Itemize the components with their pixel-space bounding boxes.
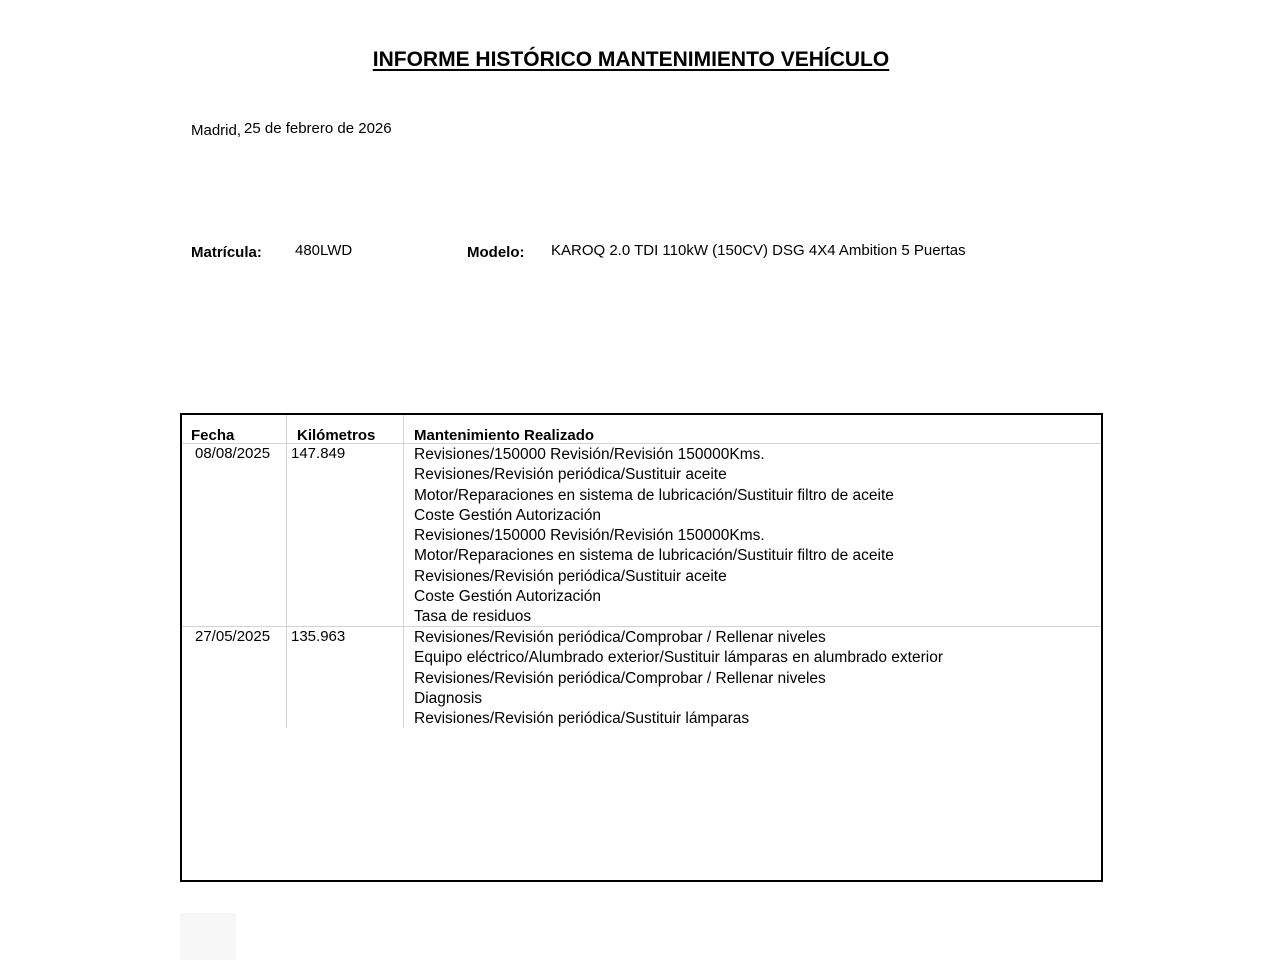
column-divider <box>286 415 287 728</box>
maintenance-item: Revisiones/Revisión periódica/Sustituir lámparas <box>414 710 750 728</box>
maintenance-item: Motor/Reparaciones en sistema de lubricación/Sustituir filtro de aceite <box>414 547 894 565</box>
blank-placeholder-box <box>180 913 236 960</box>
maintenance-item: Revisiones/Revisión periódica/Comprobar / Rellenar niveles <box>414 629 826 646</box>
report-date: 25 de febrero de 2026 <box>244 120 392 137</box>
maintenance-item: Tasa de residuos <box>414 608 532 626</box>
row-maintenance-list <box>414 445 894 628</box>
plate-value: 480LWD <box>295 242 353 259</box>
row-date: 08/08/2025 <box>195 445 271 462</box>
maintenance-item: Revisiones/150000 Revisión/Revisión 150000Kms. <box>414 446 765 463</box>
plate-label: Matrícula: <box>191 244 262 261</box>
maintenance-item: Revisiones/Revisión periódica/Comprobar / Rellenar niveles <box>414 669 826 687</box>
row-maintenance-list <box>414 628 943 729</box>
maintenance-item: Equipo eléctrico/Alumbrado exterior/Sustituir lámparas en alumbrado exterior <box>414 649 943 667</box>
header-kilometros: Kilómetros <box>297 427 376 444</box>
maintenance-item: Revisiones/Revisión periódica/Sustituir aceite <box>414 567 727 585</box>
header-mantenimiento: Mantenimiento Realizado <box>414 427 595 444</box>
report-title: INFORME HISTÓRICO MANTENIMIENTO VEHÍCULO <box>372 48 890 71</box>
row-km: 147.849 <box>291 445 346 462</box>
row-km: 135.963 <box>291 628 346 645</box>
maintenance-item: Coste Gestión Autorización <box>414 506 601 524</box>
header-fecha: Fecha <box>191 427 235 444</box>
maintenance-table <box>180 413 1103 882</box>
column-divider <box>403 415 404 728</box>
maintenance-item: Diagnosis <box>414 689 483 707</box>
maintenance-item: Coste Gestión Autorización <box>414 588 601 606</box>
place: Madrid, <box>191 122 242 139</box>
maintenance-item: Revisiones/Revisión periódica/Sustituir aceite <box>414 466 727 484</box>
maintenance-item: Revisiones/150000 Revisión/Revisión 150000Kms. <box>414 527 765 545</box>
model-label: Modelo: <box>467 244 525 261</box>
model-value: KAROQ 2.0 TDI 110kW (150CV) DSG 4X4 Ambition 5 Puertas <box>551 242 966 259</box>
maintenance-item: Motor/Reparaciones en sistema de lubricación/Sustituir filtro de aceite <box>414 486 894 504</box>
row-date: 27/05/2025 <box>195 628 271 645</box>
